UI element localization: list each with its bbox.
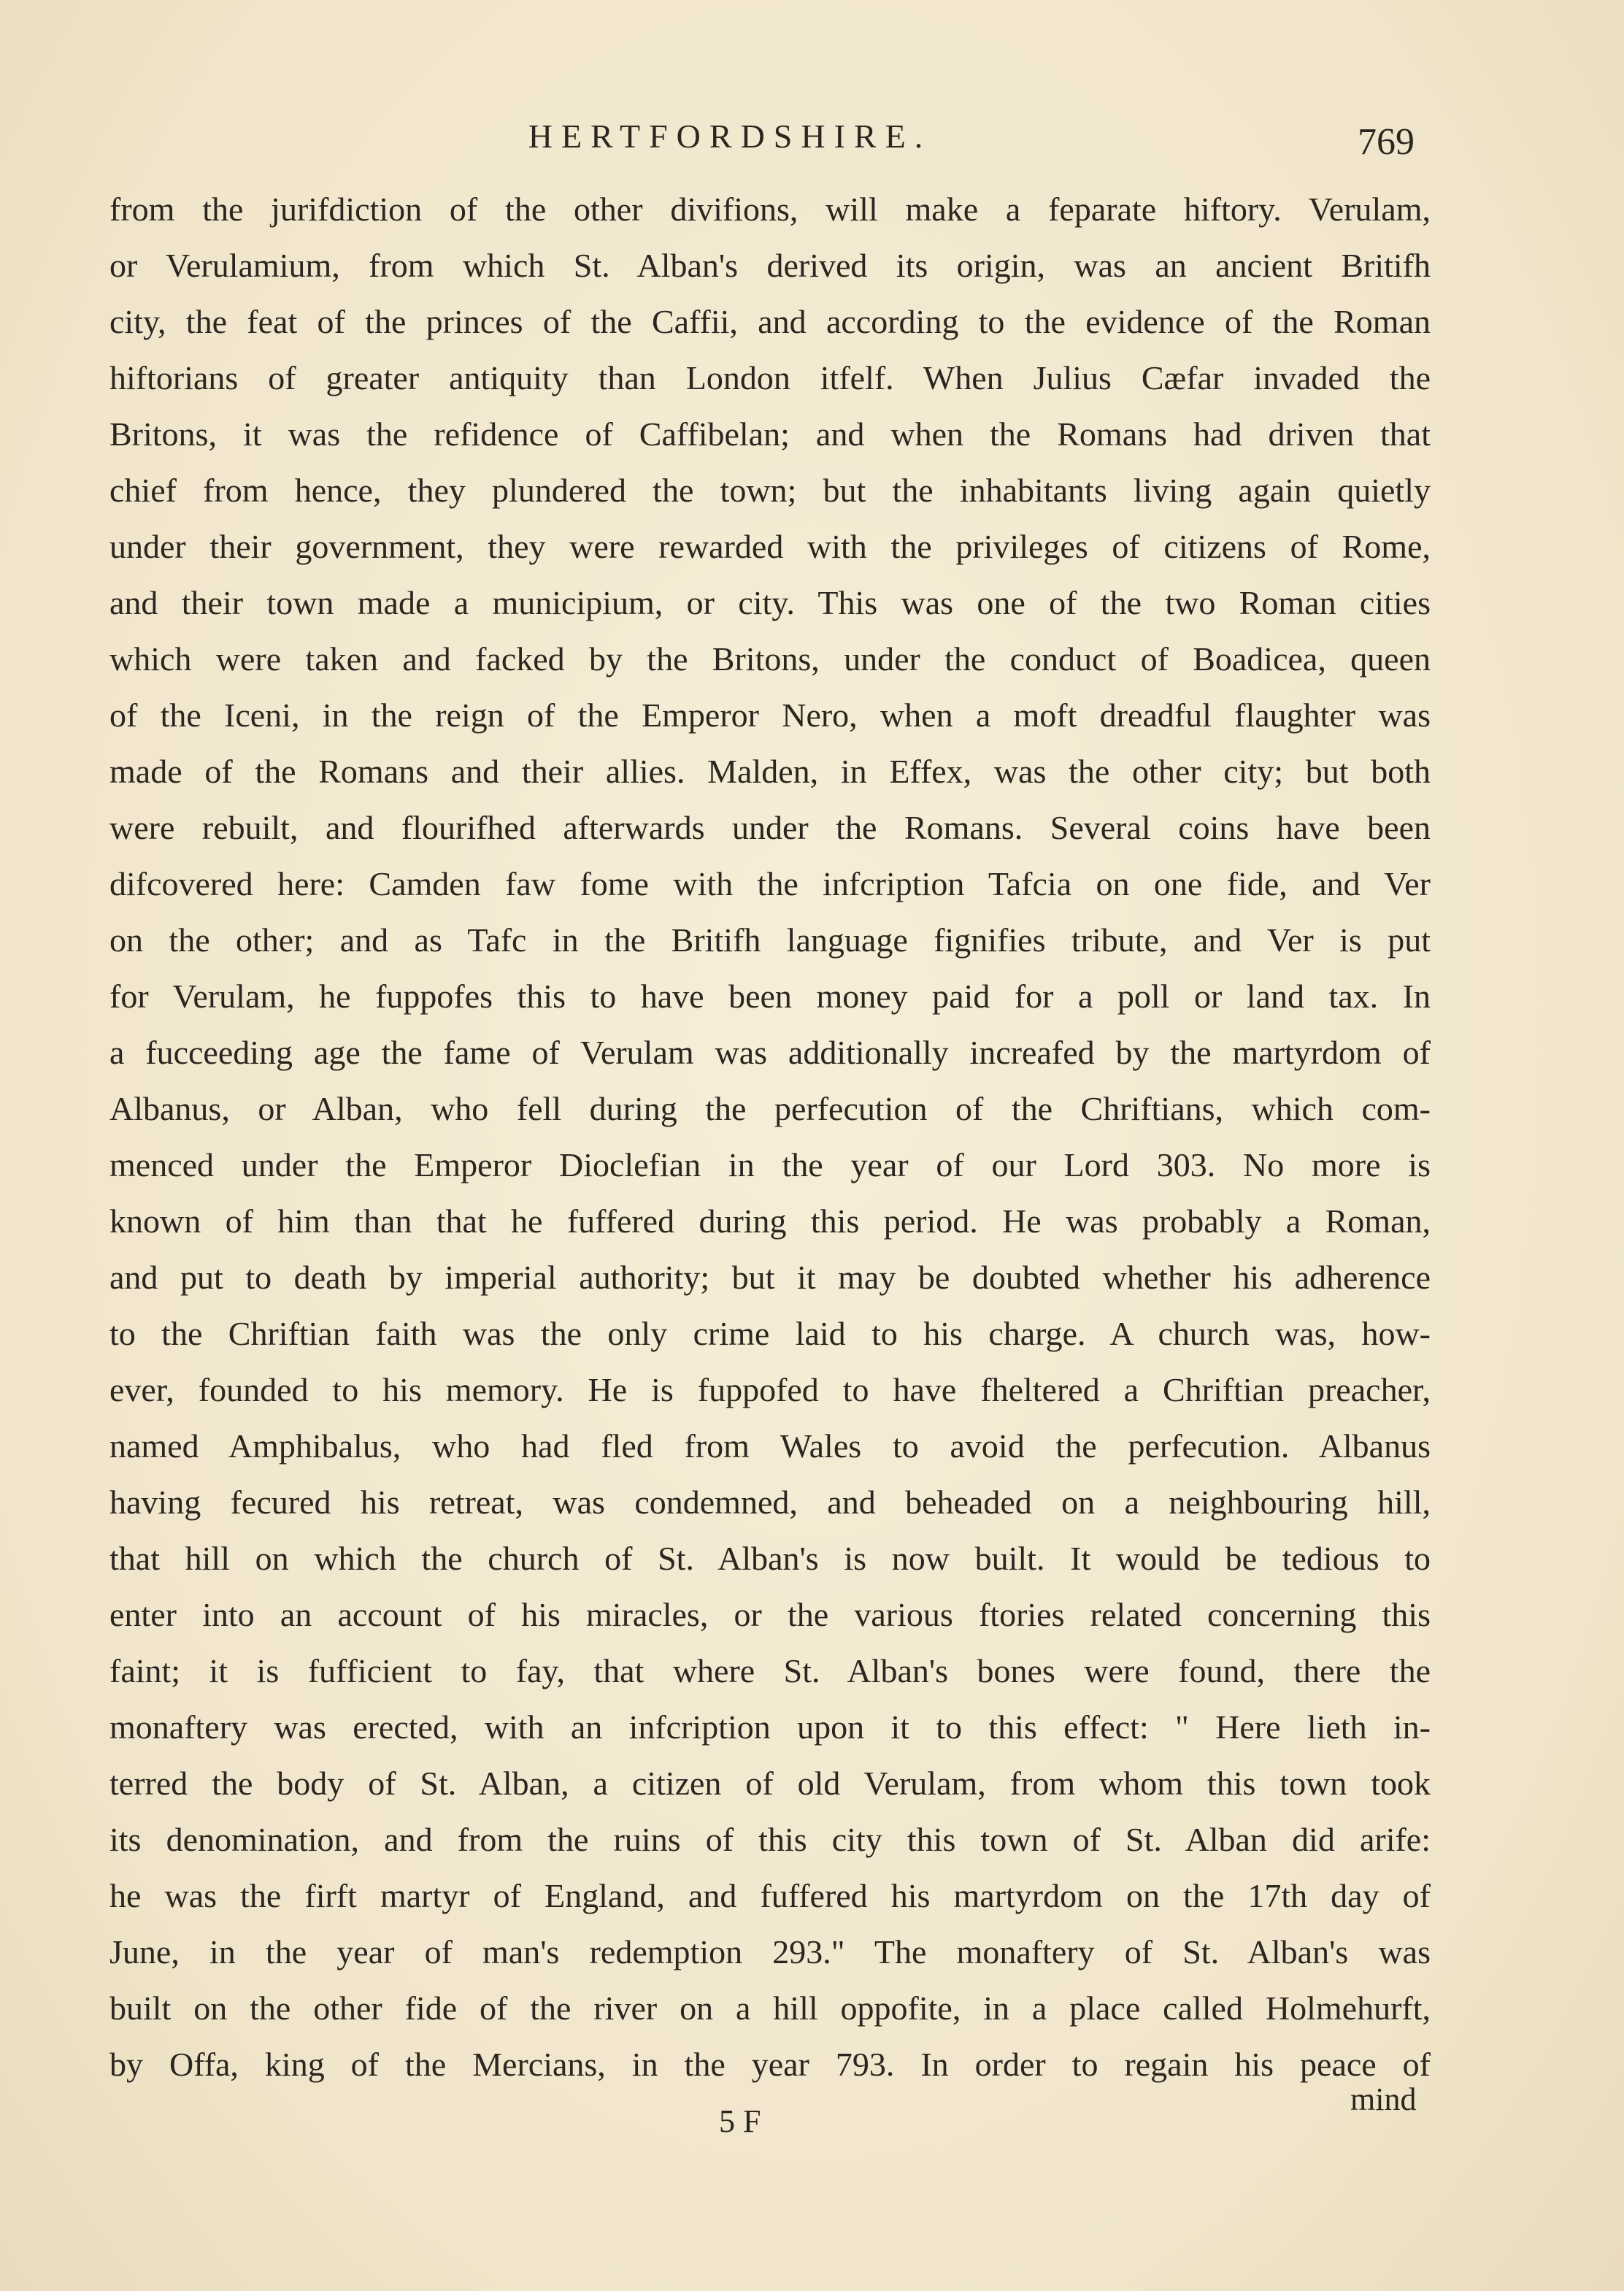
- text-line: Albanus, or Alban, who fell during the perfecution of the Chriftians, which com-: [109, 1090, 1431, 1127]
- text-line: Britons, it was the refidence of Caffibelan; and when the Romans had driven that: [109, 415, 1431, 453]
- body-text: [109, 181, 1431, 2092]
- running-head: HERTFORDSHIRE.: [528, 118, 932, 155]
- text-line: city, the feat of the princes of the Caffii, and according to the evidence of the Roman: [109, 303, 1431, 340]
- text-line: from the jurifdiction of the other divifions, will make a feparate hiftory. Verulam,: [109, 191, 1431, 228]
- text-line: its denomination, and from the ruins of this city this town of St. Alban did arife:: [109, 1821, 1431, 1858]
- text-line: having fecured his retreat, was condemned, and beheaded on a neighbouring hill,: [109, 1484, 1431, 1521]
- text-line: known of him than that he fuffered during this period. He was probably a Roman,: [109, 1202, 1431, 1240]
- signature-mark: 5 F: [719, 2103, 761, 2139]
- text-line: and put to death by imperial authority; but it may be doubted whether his adherence: [109, 1259, 1431, 1296]
- text-line: terred the body of St. Alban, a citizen of old Verulam, from whom this town took: [109, 1765, 1431, 1802]
- text-line: that hill on which the church of St. Alban's is now built. It would be tedious to: [109, 1540, 1431, 1577]
- text-line: a fucceeding age the fame of Verulam was additionally increafed by the martyrdom of: [109, 1034, 1431, 1071]
- text-line: and their town made a municipium, or city. This was one of the two Roman cities: [109, 584, 1431, 621]
- text-line: menced under the Emperor Dioclefian in the year of our Lord 303. No more is: [109, 1146, 1431, 1183]
- text-line: or Verulamium, from which St. Alban's derived its origin, was an ancient Britifh: [109, 247, 1431, 284]
- text-line: June, in the year of man's redemption 293." The monaftery of St. Alban's was: [109, 1933, 1431, 1970]
- text-line: by Offa, king of the Mercians, in the year 793. In order to regain his peace of: [109, 2046, 1431, 2083]
- text-line: made of the Romans and their allies. Malden, in Effex, was the other city; but both: [109, 753, 1431, 790]
- text-line: chief from hence, they plundered the town; but the inhabitants living again quietly: [109, 472, 1431, 509]
- text-line: under their government, they were rewarded with the privileges of citizens of Rome,: [109, 528, 1431, 565]
- text-line: monaftery was erected, with an infcription upon it to this effect: " Here lieth in-: [109, 1708, 1431, 1746]
- text-line: to the Chriftian faith was the only crime laid to his charge. A church was, how-: [109, 1315, 1431, 1352]
- text-line: built on the other fide of the river on a hill oppofite, in a place called Holmehurft,: [109, 1989, 1431, 2027]
- text-line: faint; it is fufficient to fay, that where St. Alban's bones were found, there the: [109, 1652, 1431, 1689]
- text-line: for Verulam, he fuppofes this to have been money paid for a poll or land tax. In: [109, 978, 1431, 1015]
- text-line: difcovered here: Camden faw fome with the infcription Tafcia on one fide, and Ver: [109, 865, 1431, 902]
- text-line: he was the firft martyr of England, and fuffered his martyrdom on the 17th day of: [109, 1877, 1431, 1914]
- text-line: enter into an account of his miracles, or the various ftories related concerning this: [109, 1596, 1431, 1633]
- catchword: mind: [1350, 2081, 1417, 2117]
- text-line: ever, founded to his memory. He is fuppofed to have fheltered a Chriftian preacher,: [109, 1371, 1431, 1408]
- text-line: which were taken and facked by the Britons, under the conduct of Boadicea, queen: [109, 640, 1431, 678]
- text-line: hiftorians of greater antiquity than London itfelf. When Julius Cæfar invaded the: [109, 359, 1431, 396]
- text-line: named Amphibalus, who had fled from Wales to avoid the perfecution. Albanus: [109, 1427, 1431, 1465]
- text-line: of the Iceni, in the reign of the Emperor Nero, when a moft dreadful flaughter was: [109, 696, 1431, 734]
- text-line: were rebuilt, and flourifhed afterwards under the Romans. Several coins have been: [109, 809, 1431, 846]
- text-line: on the other; and as Tafc in the Britifh language fignifies tribute, and Ver is put: [109, 921, 1431, 959]
- page-number: 769: [1358, 121, 1415, 163]
